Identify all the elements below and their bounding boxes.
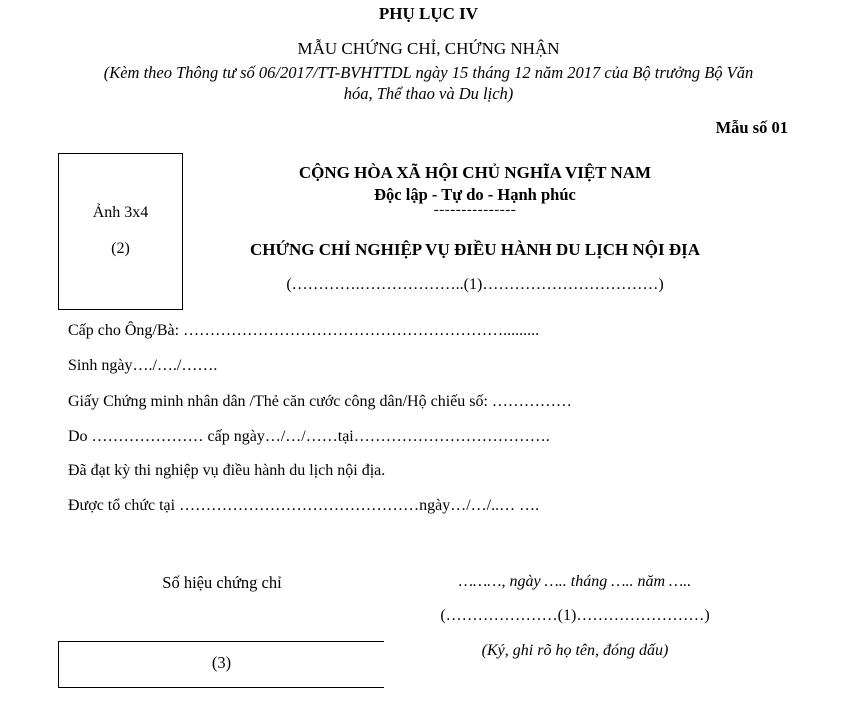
- attachment-note-line-2: hóa, Thể thao và Du lịch): [343, 84, 514, 103]
- issued-to-field: Cấp cho Ông/Bà: …………………………………………………….........: [68, 322, 540, 339]
- certificate-number-note: (3): [211, 653, 232, 672]
- exam-passed-statement: Đã đạt kỳ thi nghiệp vụ điều hành du lịch nội địa.: [68, 462, 386, 479]
- id-document-field: Giấy Chứng minh nhân dân /Thẻ căn cước công dân/Hộ chiếu số: ……………: [68, 393, 572, 410]
- photo-label: Ảnh 3x4: [92, 204, 149, 221]
- birth-date-field: Sinh ngày…./…./…….: [68, 357, 218, 374]
- motto-underline: ---------------: [433, 202, 517, 218]
- form-title: MẪU CHỨNG CHỈ, CHỨNG NHẬN: [297, 39, 560, 58]
- certificate-title: CHỨNG CHỈ NGHIỆP VỤ ĐIỀU HÀNH DU LỊCH NỘI ĐỊA: [249, 240, 701, 259]
- national-motto: Độc lập - Tự do - Hạnh phúc: [374, 185, 576, 204]
- attachment-note-line-1: (Kèm theo Thông tư số 06/2017/TT-BVHTTDL ngày 15 tháng 12 năm 2017 của Bộ trưởng Bộ Văn: [103, 63, 754, 82]
- issued-by-field: Do ………………… cấp ngày…/…/……tại……………………………….: [68, 428, 550, 445]
- photo-note: (2): [111, 240, 130, 257]
- issuer-line: (………….………………..(1)……………………………): [286, 276, 664, 293]
- signature-note: (Ký, ghi rõ họ tên, đóng dấu): [481, 642, 669, 659]
- form-number: Mẫu số 01: [715, 118, 788, 137]
- issue-date-line: ………, ngày ….. tháng ….. năm …..: [458, 573, 692, 590]
- certificate-number-label: Số hiệu chứng chỉ: [162, 573, 282, 592]
- nation-name: CỘNG HÒA XÃ HỘI CHỦ NGHĨA VIỆT NAM: [298, 163, 652, 182]
- organized-at-field: Được tổ chức tại ………………………………………ngày…/…/..… ….: [68, 497, 540, 514]
- signer-line: (…………………(1)……………………): [440, 607, 710, 624]
- appendix-title: PHỤ LỤC IV: [378, 4, 479, 23]
